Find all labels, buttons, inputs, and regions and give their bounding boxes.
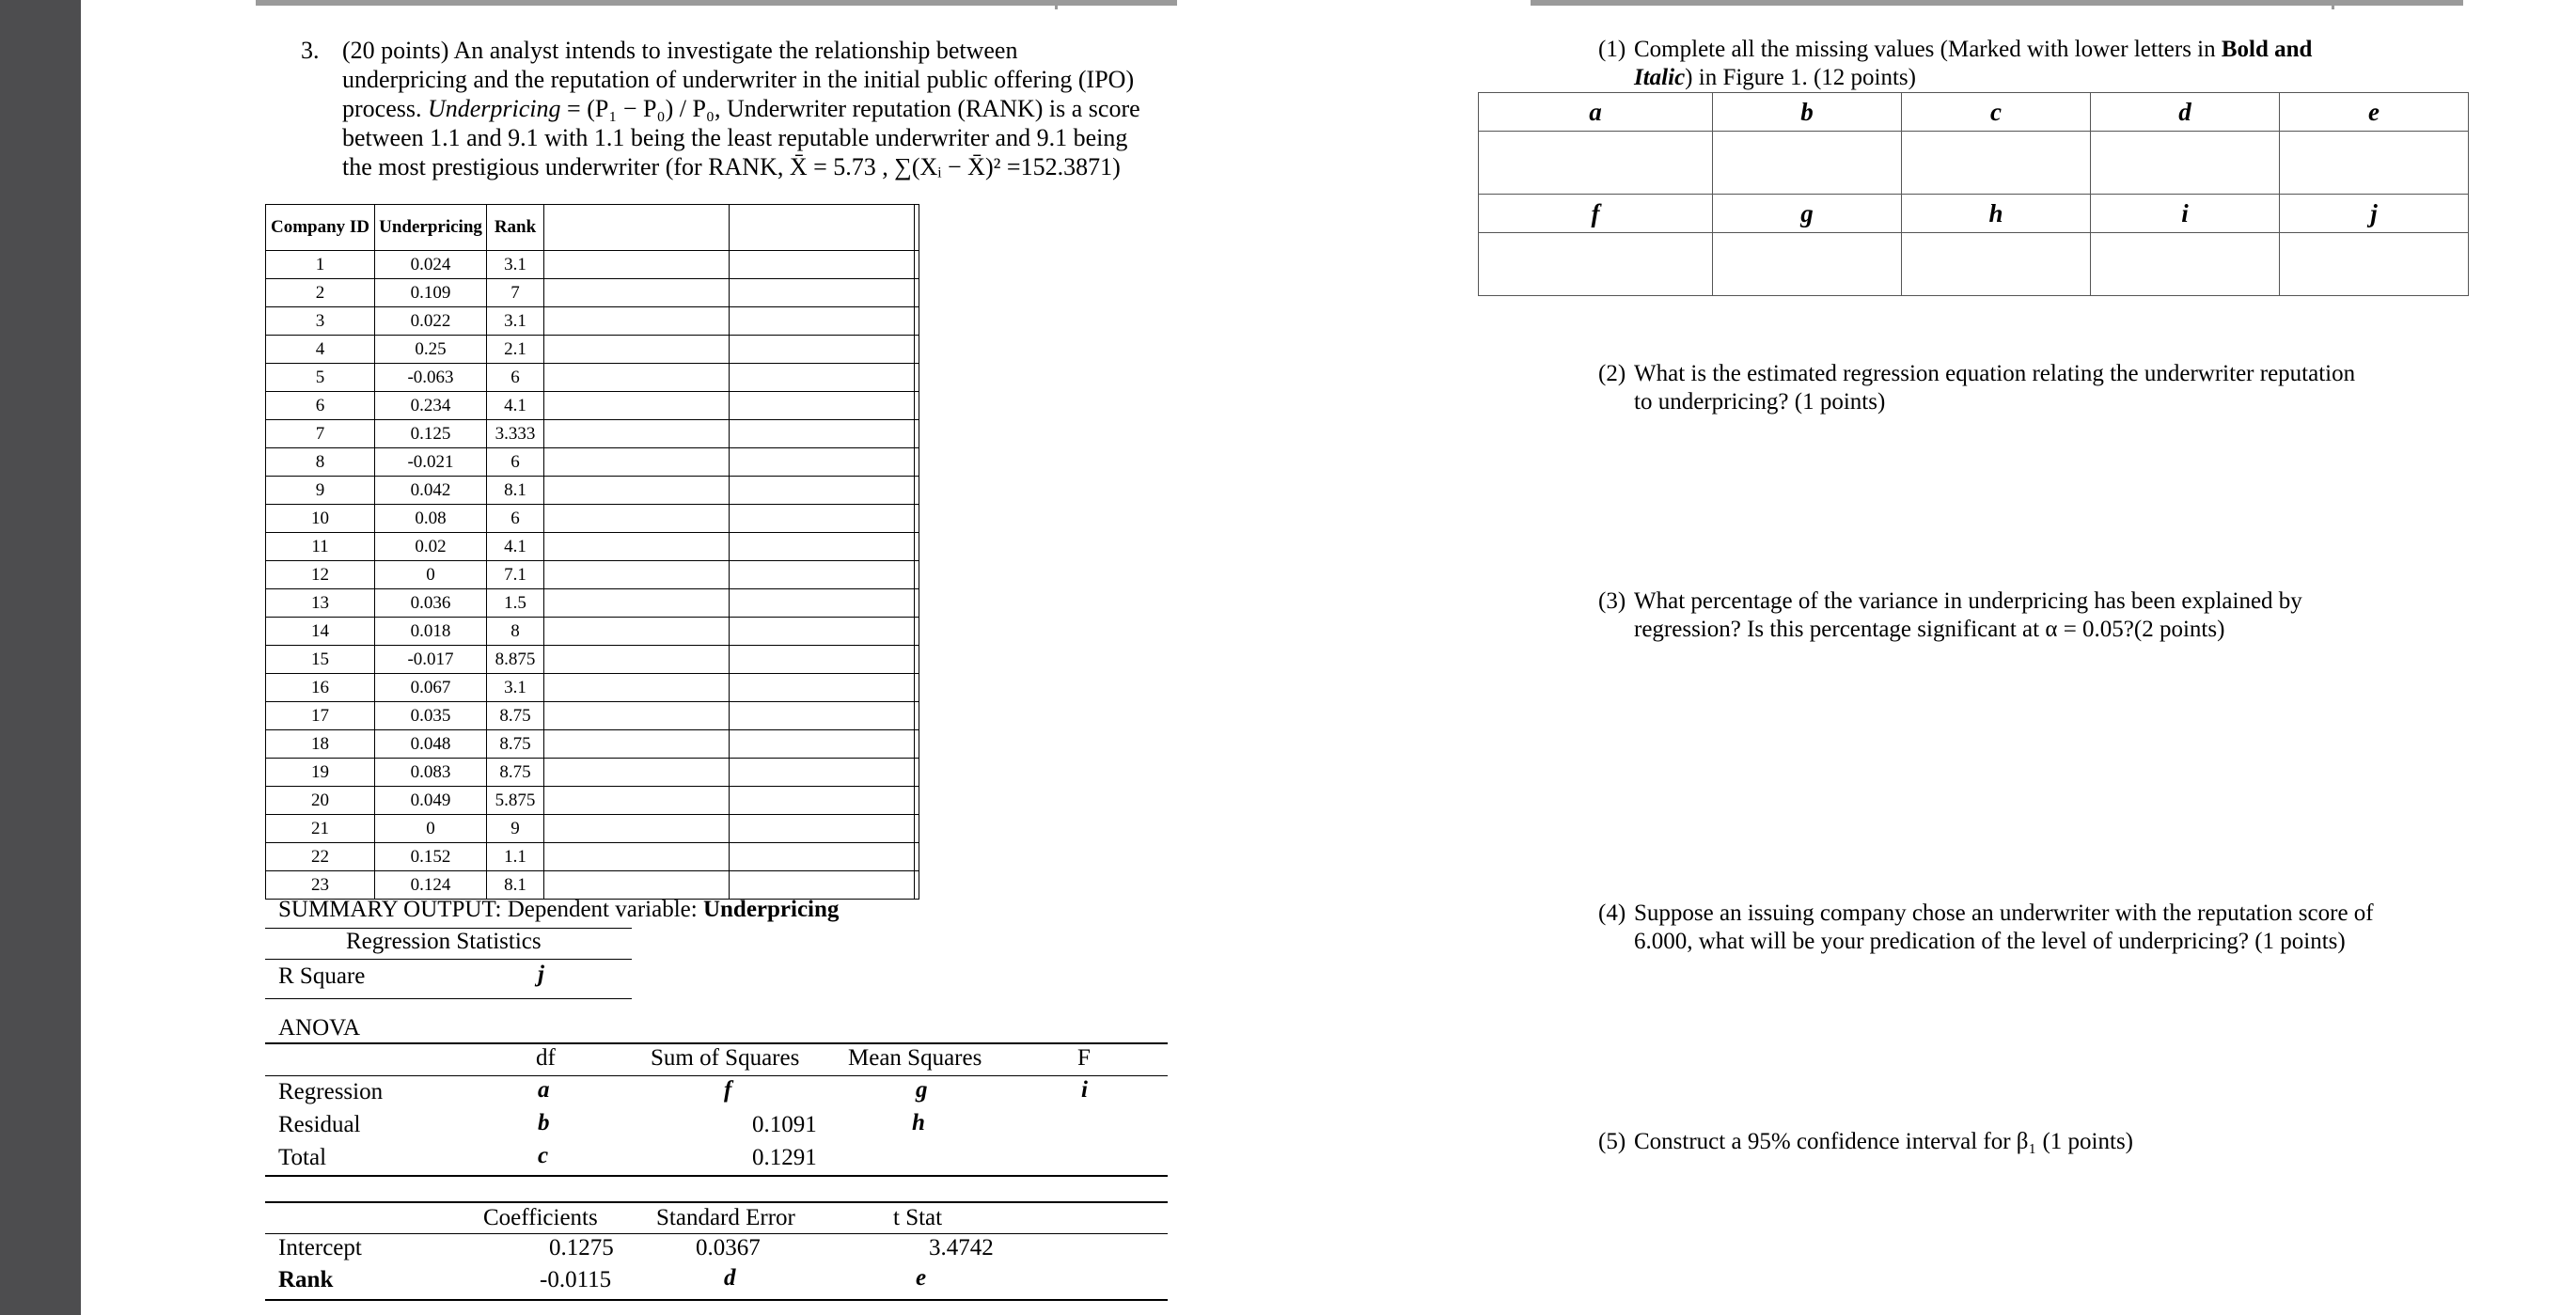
header-underpricing: Underpricing: [375, 205, 487, 251]
anova-rule-bottom: [265, 1175, 1168, 1177]
empty-cell: [544, 730, 730, 759]
question-line-1: (20 points) An analyst intends to investigate the relationship between: [342, 37, 1018, 64]
intercept-label: Intercept: [278, 1235, 362, 1260]
empty-cell: [915, 392, 919, 420]
table-row: [266, 561, 919, 589]
empty-cell: [544, 279, 730, 307]
table-row: [266, 279, 919, 307]
empty-cell: [730, 815, 915, 843]
underpricing-cell: -0.017: [375, 646, 487, 674]
rank-cell: 2.1: [487, 336, 544, 364]
rank-cell: 8.75: [487, 730, 544, 759]
underpricing-cell: 0.25: [375, 336, 487, 364]
empty-cell: [730, 787, 915, 815]
right-question-2: [1598, 360, 2444, 416]
question-line-4: between 1.1 and 9.1 with 1.1 being the least reputable underwriter and 9.1 being: [342, 124, 1128, 151]
rank-cell: 6: [487, 505, 544, 533]
right-q5-number: (5): [1598, 1129, 1626, 1154]
answer-label-g: g: [1713, 195, 1902, 233]
table-row: [266, 702, 919, 730]
rank-cell: 4.1: [487, 533, 544, 561]
empty-cell: [915, 420, 919, 448]
empty-cell: [730, 205, 915, 251]
empty-cell: [730, 392, 915, 420]
coef-header-rule: [265, 1233, 1168, 1234]
right-q4-line-2: 6.000, what will be your predication of the level of underpricing? (1 points): [1634, 929, 2346, 954]
empty-cell: [730, 533, 915, 561]
rank-cell: 3.1: [487, 251, 544, 279]
table-row: [266, 392, 919, 420]
empty-cell: [544, 871, 730, 900]
answer-cell-b[interactable]: [1713, 132, 1902, 195]
rank-cell: 8.1: [487, 477, 544, 505]
answer-cell-j[interactable]: [2280, 233, 2469, 296]
company-id-cell: 12: [266, 561, 375, 589]
coef-header-coefficients: Coefficients: [483, 1205, 598, 1230]
total-df: c: [538, 1143, 549, 1168]
company-id-cell: 17: [266, 702, 375, 730]
rank-cell: 3.1: [487, 307, 544, 336]
empty-cell: [544, 533, 730, 561]
empty-cell: [730, 307, 915, 336]
right-q3-number: (3): [1598, 588, 1626, 614]
answer-label-f: f: [1479, 195, 1713, 233]
question-line-3c: = (P₁ − P₀) / P₀, Underwriter reputation (RANK) is a score: [560, 95, 1140, 122]
question-line-3: [342, 94, 1175, 123]
coef-rule-top: [265, 1201, 1168, 1203]
rank-cell: 3.1: [487, 674, 544, 702]
total-label: Total: [278, 1145, 327, 1170]
company-id-cell: 3: [266, 307, 375, 336]
answer-label-i: i: [2091, 195, 2280, 233]
anova-label: ANOVA: [278, 1015, 361, 1041]
table-row: [266, 505, 919, 533]
table-row: [266, 307, 919, 336]
company-id-cell: 6: [266, 392, 375, 420]
table-row: [266, 646, 919, 674]
table-row: [266, 787, 919, 815]
empty-cell: [730, 702, 915, 730]
table-row: [266, 674, 919, 702]
empty-cell: [915, 815, 919, 843]
company-id-cell: 9: [266, 477, 375, 505]
coef-rule-bottom: [265, 1299, 1168, 1301]
answer-label-j: j: [2280, 195, 2469, 233]
answer-cell-i[interactable]: [2091, 233, 2280, 296]
underpricing-cell: 0.036: [375, 589, 487, 618]
empty-cell: [730, 646, 915, 674]
total-ss: 0.1291: [752, 1145, 817, 1170]
anova-rule-top: [265, 1042, 1168, 1044]
answer-label-e: e: [2280, 93, 2469, 132]
empty-cell: [915, 448, 919, 477]
company-id-cell: 4: [266, 336, 375, 364]
underpricing-cell: 0.02: [375, 533, 487, 561]
empty-cell: [730, 336, 915, 364]
question-line-5: the most prestigious underwriter (for RANK, X̄ = 5.73 , ∑(Xᵢ − X̄)² =152.3871): [342, 153, 1121, 180]
question-line-3a: process.: [342, 95, 422, 122]
question-line-2: underpricing and the reputation of underwriter in the initial public offering (IPO): [342, 66, 1135, 93]
empty-cell: [544, 759, 730, 787]
empty-cell: [730, 279, 915, 307]
answer-cell-d[interactable]: [2091, 132, 2280, 195]
empty-cell: [730, 730, 915, 759]
table-row: [266, 815, 919, 843]
underpricing-cell: -0.021: [375, 448, 487, 477]
right-q1-number: (1): [1598, 37, 1626, 62]
intercept-tstat: 3.4742: [929, 1235, 994, 1260]
regression-ss: f: [724, 1077, 732, 1103]
empty-cell: [730, 561, 915, 589]
table-header-row: [266, 205, 919, 251]
company-id-cell: 11: [266, 533, 375, 561]
anova-header-f: F: [1077, 1045, 1091, 1071]
company-id-cell: 5: [266, 364, 375, 392]
underpricing-cell: 0.042: [375, 477, 487, 505]
empty-cell: [915, 279, 919, 307]
r-square-label: R Square: [278, 963, 366, 989]
answer-cell-h[interactable]: [1902, 233, 2091, 296]
underpricing-cell: 0.067: [375, 674, 487, 702]
underpricing-term: Underpricing: [427, 95, 561, 122]
table-row: [266, 759, 919, 787]
coef-header-se: Standard Error: [656, 1205, 795, 1230]
empty-cell: [544, 336, 730, 364]
regression-df: a: [538, 1077, 550, 1103]
regression-label: Regression: [278, 1079, 384, 1104]
empty-cell: [915, 477, 919, 505]
rank-cell: 1.5: [487, 589, 544, 618]
r-square-value: j: [538, 962, 544, 987]
answer-row-1-blanks: [1479, 132, 2469, 195]
empty-cell: [915, 251, 919, 279]
company-id-cell: 7: [266, 420, 375, 448]
company-id-cell: 8: [266, 448, 375, 477]
residual-label: Residual: [278, 1112, 361, 1137]
rank-coef: -0.0115: [540, 1267, 612, 1292]
residual-df: b: [538, 1110, 550, 1135]
rank-cell: 8.75: [487, 702, 544, 730]
answer-row-2-labels: [1479, 195, 2469, 233]
empty-cell: [915, 618, 919, 646]
underpricing-cell: 0.124: [375, 871, 487, 900]
right-question-5: [1598, 1128, 2444, 1156]
table-row: [266, 364, 919, 392]
company-id-cell: 23: [266, 871, 375, 900]
rank-label: [278, 1267, 333, 1293]
company-id-cell: 19: [266, 759, 375, 787]
empty-cell: [915, 730, 919, 759]
table-row: [266, 871, 919, 900]
empty-cell: [730, 505, 915, 533]
underpricing-cell: 0.018: [375, 618, 487, 646]
rank-cell: 7: [487, 279, 544, 307]
company-id-cell: 2: [266, 279, 375, 307]
empty-cell: [915, 561, 919, 589]
right-q2-number: (2): [1598, 361, 1626, 386]
intercept-coef: 0.1275: [549, 1235, 614, 1260]
empty-cell: [730, 477, 915, 505]
rank-cell: 9: [487, 815, 544, 843]
rank-se: d: [724, 1265, 736, 1291]
table-row: [266, 251, 919, 279]
r-square-rule: [265, 998, 632, 999]
empty-cell: [730, 843, 915, 871]
answer-label-b: b: [1713, 93, 1902, 132]
question-3: [301, 36, 1175, 181]
answer-cell-e[interactable]: [2280, 132, 2469, 195]
answer-label-c: c: [1902, 93, 2091, 132]
company-id-cell: 21: [266, 815, 375, 843]
answer-label-a: a: [1479, 93, 1713, 132]
summary-title-prefix: SUMMARY OUTPUT: Dependent variable:: [278, 897, 703, 922]
empty-cell: [544, 364, 730, 392]
regression-ms: g: [916, 1077, 928, 1103]
summary-title: [278, 897, 839, 923]
empty-cell: [544, 477, 730, 505]
empty-cell: [544, 561, 730, 589]
empty-cell: [730, 618, 915, 646]
underpricing-cell: 0.109: [375, 279, 487, 307]
empty-cell: [730, 871, 915, 900]
empty-cell: [915, 205, 919, 251]
table-row: [266, 477, 919, 505]
right-q1-text-a: Complete all the missing values (Marked with lower letters in: [1634, 37, 2222, 62]
regression-statistics-label: Regression Statistics: [346, 929, 542, 954]
company-id-cell: 13: [266, 589, 375, 618]
empty-cell: [915, 843, 919, 871]
empty-cell: [915, 589, 919, 618]
company-id-cell: 10: [266, 505, 375, 533]
right-q3-line-1: What percentage of the variance in underpricing has been explained by: [1634, 588, 2302, 614]
coef-header-tstat: t Stat: [893, 1205, 943, 1230]
company-id-cell: 15: [266, 646, 375, 674]
right-q1-bold: Bold and: [2221, 37, 2313, 62]
question-number: 3.: [301, 37, 320, 64]
company-id-cell: 16: [266, 674, 375, 702]
answer-table: [1478, 92, 2469, 296]
underpricing-cell: 0.125: [375, 420, 487, 448]
empty-cell: [915, 307, 919, 336]
empty-cell: [544, 307, 730, 336]
underpricing-cell: 0.08: [375, 505, 487, 533]
rank-cell: 8.875: [487, 646, 544, 674]
empty-cell: [730, 589, 915, 618]
empty-cell: [915, 505, 919, 533]
right-q4-line-1: Suppose an issuing company chose an underwriter with the reputation score of: [1634, 900, 2374, 926]
right-question-3: [1598, 587, 2444, 644]
answer-cell-g[interactable]: [1713, 233, 1902, 296]
summary-title-bold: Underpricing: [702, 897, 840, 922]
answer-row-1-labels: [1479, 93, 2469, 132]
rank-cell: 3.333: [487, 420, 544, 448]
empty-cell: [544, 702, 730, 730]
answer-row-2-blanks: [1479, 233, 2469, 296]
underpricing-cell: 0.024: [375, 251, 487, 279]
rank-cell: 6: [487, 364, 544, 392]
top-rule-right: [1531, 0, 2463, 6]
answer-cell-a[interactable]: [1479, 132, 1713, 195]
empty-cell: [915, 646, 919, 674]
rank-cell: 8: [487, 618, 544, 646]
empty-cell: [544, 589, 730, 618]
header-company-id: Company ID: [266, 205, 375, 251]
rank-cell: 6: [487, 448, 544, 477]
right-q4-number: (4): [1598, 900, 1626, 926]
empty-cell: [915, 702, 919, 730]
empty-cell: [544, 251, 730, 279]
answer-label-d: d: [2091, 93, 2280, 132]
header-rank: Rank: [487, 205, 544, 251]
left-sidebar: [0, 0, 81, 1315]
empty-cell: [730, 448, 915, 477]
empty-cell: [915, 336, 919, 364]
rank-cell: 4.1: [487, 392, 544, 420]
table-row: [266, 843, 919, 871]
anova-header-ms: Mean Squares: [848, 1045, 982, 1071]
answer-cell-c[interactable]: [1902, 132, 2091, 195]
rank-cell: 8.75: [487, 759, 544, 787]
table-row: [266, 618, 919, 646]
underpricing-cell: 0.022: [375, 307, 487, 336]
empty-cell: [915, 759, 919, 787]
empty-cell: [915, 674, 919, 702]
empty-cell: [544, 448, 730, 477]
empty-cell: [544, 787, 730, 815]
empty-cell: [730, 364, 915, 392]
underpricing-cell: 0: [375, 561, 487, 589]
rank-label-text: Rank: [278, 1267, 334, 1292]
table-row: [266, 336, 919, 364]
empty-cell: [544, 815, 730, 843]
empty-cell: [915, 871, 919, 900]
anova-header-rule: [265, 1075, 1168, 1076]
residual-ss: 0.1091: [752, 1112, 817, 1137]
right-question-4: [1598, 900, 2444, 956]
rank-cell: 1.1: [487, 843, 544, 871]
company-id-cell: 20: [266, 787, 375, 815]
underpricing-cell: 0.035: [375, 702, 487, 730]
empty-cell: [730, 674, 915, 702]
underpricing-cell: 0.083: [375, 759, 487, 787]
empty-cell: [544, 205, 730, 251]
company-id-cell: 22: [266, 843, 375, 871]
table-row: [266, 589, 919, 618]
underpricing-cell: 0.152: [375, 843, 487, 871]
empty-cell: [730, 759, 915, 787]
table-row: [266, 448, 919, 477]
empty-cell: [544, 618, 730, 646]
empty-cell: [544, 420, 730, 448]
rank-cell: 5.875: [487, 787, 544, 815]
reg-stats-rule: [265, 959, 632, 960]
data-table: [265, 204, 919, 900]
anova-header-df: df: [536, 1045, 556, 1071]
empty-cell: [915, 787, 919, 815]
residual-ms: h: [912, 1110, 925, 1135]
empty-cell: [915, 364, 919, 392]
right-q2-line-1: What is the estimated regression equation relating the underwriter reputation: [1634, 361, 2356, 386]
empty-cell: [544, 392, 730, 420]
right-q1-text-d: ) in Figure 1. (12 points): [1685, 65, 1916, 90]
right-question-1: [1598, 36, 2444, 92]
underpricing-cell: 0.234: [375, 392, 487, 420]
rank-cell: 7.1: [487, 561, 544, 589]
table-row: [266, 420, 919, 448]
empty-cell: [544, 646, 730, 674]
underpricing-cell: 0.049: [375, 787, 487, 815]
underpricing-cell: -0.063: [375, 364, 487, 392]
table-row: [266, 730, 919, 759]
company-id-cell: 14: [266, 618, 375, 646]
empty-cell: [730, 251, 915, 279]
underpricing-cell: 0: [375, 815, 487, 843]
underpricing-cell: 0.048: [375, 730, 487, 759]
right-q2-line-2: to underpricing? (1 points): [1634, 389, 1886, 415]
top-rule-left: [256, 0, 1177, 6]
right-q3-line-2: regression? Is this percentage significant at α = 0.05?(2 points): [1634, 617, 2225, 642]
table-row: [266, 533, 919, 561]
answer-cell-f[interactable]: [1479, 233, 1713, 296]
rank-tstat: e: [916, 1265, 927, 1291]
answer-label-h: h: [1902, 195, 2091, 233]
right-q5-line-1: Construct a 95% confidence interval for β₁ (1 points): [1634, 1129, 2134, 1154]
empty-cell: [544, 843, 730, 871]
empty-cell: [544, 674, 730, 702]
regression-f: i: [1081, 1077, 1088, 1103]
intercept-se: 0.0367: [696, 1235, 761, 1260]
anova-header-ss: Sum of Squares: [651, 1045, 800, 1071]
empty-cell: [730, 420, 915, 448]
company-id-cell: 18: [266, 730, 375, 759]
company-id-cell: 1: [266, 251, 375, 279]
rank-cell: 8.1: [487, 871, 544, 900]
empty-cell: [544, 505, 730, 533]
empty-cell: [915, 533, 919, 561]
right-q1-italic: Italic: [1634, 65, 1686, 90]
